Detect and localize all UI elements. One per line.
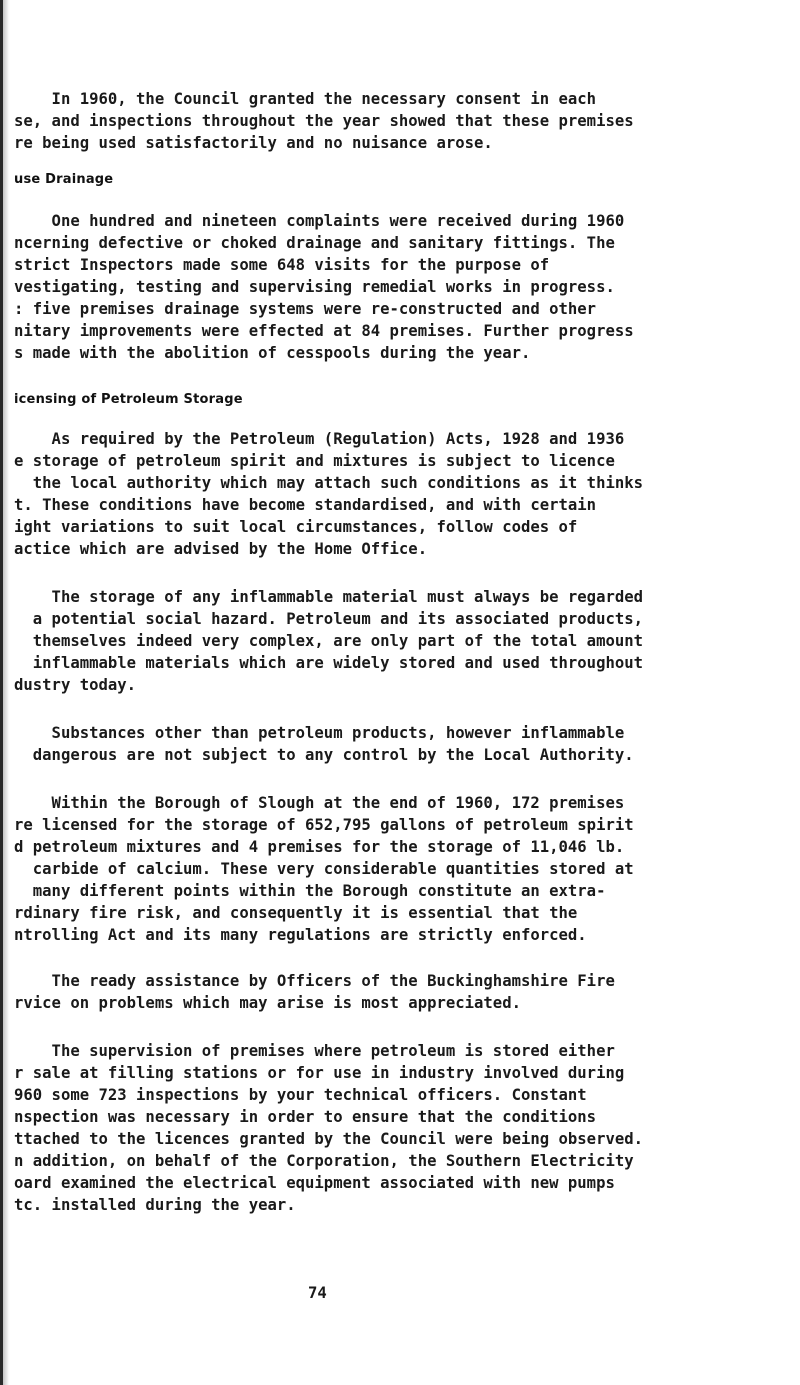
paragraph-4-line-3: the local authority which may attach such conditions as it thinks [14, 474, 644, 492]
paragraph-7-line-4: carbide of calcium. These very considerable quantities stored at [14, 860, 634, 878]
paragraph-7-line-1: Within the Borough of Slough at the end of 1960, 172 premises [14, 794, 625, 812]
paragraph-5-line-5: dustry today. [14, 676, 137, 694]
paragraph-2-line-3: strict Inspectors made some 648 visits for the purpose of [14, 256, 550, 274]
paragraph-8-line-1: The ready assistance by Officers of the Buckinghamshire Fire [14, 972, 615, 990]
paragraph-1-line-3: re being used satisfactorily and no nuisance arose. [14, 134, 493, 152]
section-heading-petroleum: icensing of Petroleum Storage [14, 392, 243, 407]
paragraph-9-line-8: tc. installed during the year. [14, 1196, 296, 1214]
paragraph-5-line-2: a potential social hazard. Petroleum and its associated products, [14, 610, 644, 628]
paragraph-9-line-5: ttached to the licences granted by the Council were being observed. [14, 1130, 644, 1148]
page-number: 74 [308, 1284, 327, 1302]
paragraph-7-line-5: many different points within the Borough constitute an extra- [14, 882, 606, 900]
paragraph-5-line-1: The storage of any inflammable material must always be regarded [14, 588, 644, 606]
paragraph-9-line-1: The supervision of premises where petroleum is stored either [14, 1042, 615, 1060]
paragraph-2-line-5: : five premises drainage systems were re-constructed and other [14, 300, 597, 318]
paragraph-9-line-4: nspection was necessary in order to ensure that the conditions [14, 1108, 597, 1126]
paragraph-1-line-1: In 1960, the Council granted the necessary consent in each [14, 90, 597, 108]
paragraph-9-line-6: n addition, on behalf of the Corporation, the Southern Electricity [14, 1152, 634, 1170]
paragraph-9-line-7: oard examined the electrical equipment associated with new pumps [14, 1174, 615, 1192]
paragraph-4-line-1: As required by the Petroleum (Regulation) Acts, 1928 and 1936 [14, 430, 625, 448]
paragraph-2-line-1: One hundred and nineteen complaints were received during 1960 [14, 212, 625, 230]
paragraph-2-line-2: ncerning defective or choked drainage and sanitary fittings. The [14, 234, 615, 252]
paragraph-9-line-2: r sale at filling stations or for use in industry involved during [14, 1064, 625, 1082]
paragraph-8-line-2: rvice on problems which may arise is most appreciated. [14, 994, 521, 1012]
paragraph-6-line-1: Substances other than petroleum products, however inflammable [14, 724, 625, 742]
paragraph-4-line-2: e storage of petroleum spirit and mixtures is subject to licence [14, 452, 615, 470]
paragraph-4-line-6: actice which are advised by the Home Office. [14, 540, 428, 558]
paragraph-7-line-2: re licensed for the storage of 652,795 gallons of petroleum spirit [14, 816, 634, 834]
paragraph-2-line-7: s made with the abolition of cesspools during the year. [14, 344, 531, 362]
paragraph-7-line-7: ntrolling Act and its many regulations are strictly enforced. [14, 926, 587, 944]
paragraph-7-line-3: d petroleum mixtures and 4 premises for the storage of 11,046 lb. [14, 838, 625, 856]
paragraph-5-line-3: themselves indeed very complex, are only part of the total amount [14, 632, 644, 650]
document-page [14, 0, 794, 1385]
paragraph-5-line-4: inflammable materials which are widely stored and used throughout [14, 654, 644, 672]
section-heading-drainage: use Drainage [14, 172, 114, 187]
paragraph-4-line-4: t. These conditions have become standardised, and with certain [14, 496, 597, 514]
paragraph-6-line-2: dangerous are not subject to any control by the Local Authority. [14, 746, 634, 764]
binding-shadow [3, 0, 9, 1385]
paragraph-2-line-6: nitary improvements were effected at 84 premises. Further progress [14, 322, 634, 340]
paragraph-9-line-3: 960 some 723 inspections by your technical officers. Constant [14, 1086, 587, 1104]
paragraph-1-line-2: se, and inspections throughout the year showed that these premises [14, 112, 634, 130]
paragraph-7-line-6: rdinary fire risk, and consequently it is essential that the [14, 904, 578, 922]
paragraph-2-line-4: vestigating, testing and supervising remedial works in progress. [14, 278, 615, 296]
paragraph-4-line-5: ight variations to suit local circumstances, follow codes of [14, 518, 578, 536]
